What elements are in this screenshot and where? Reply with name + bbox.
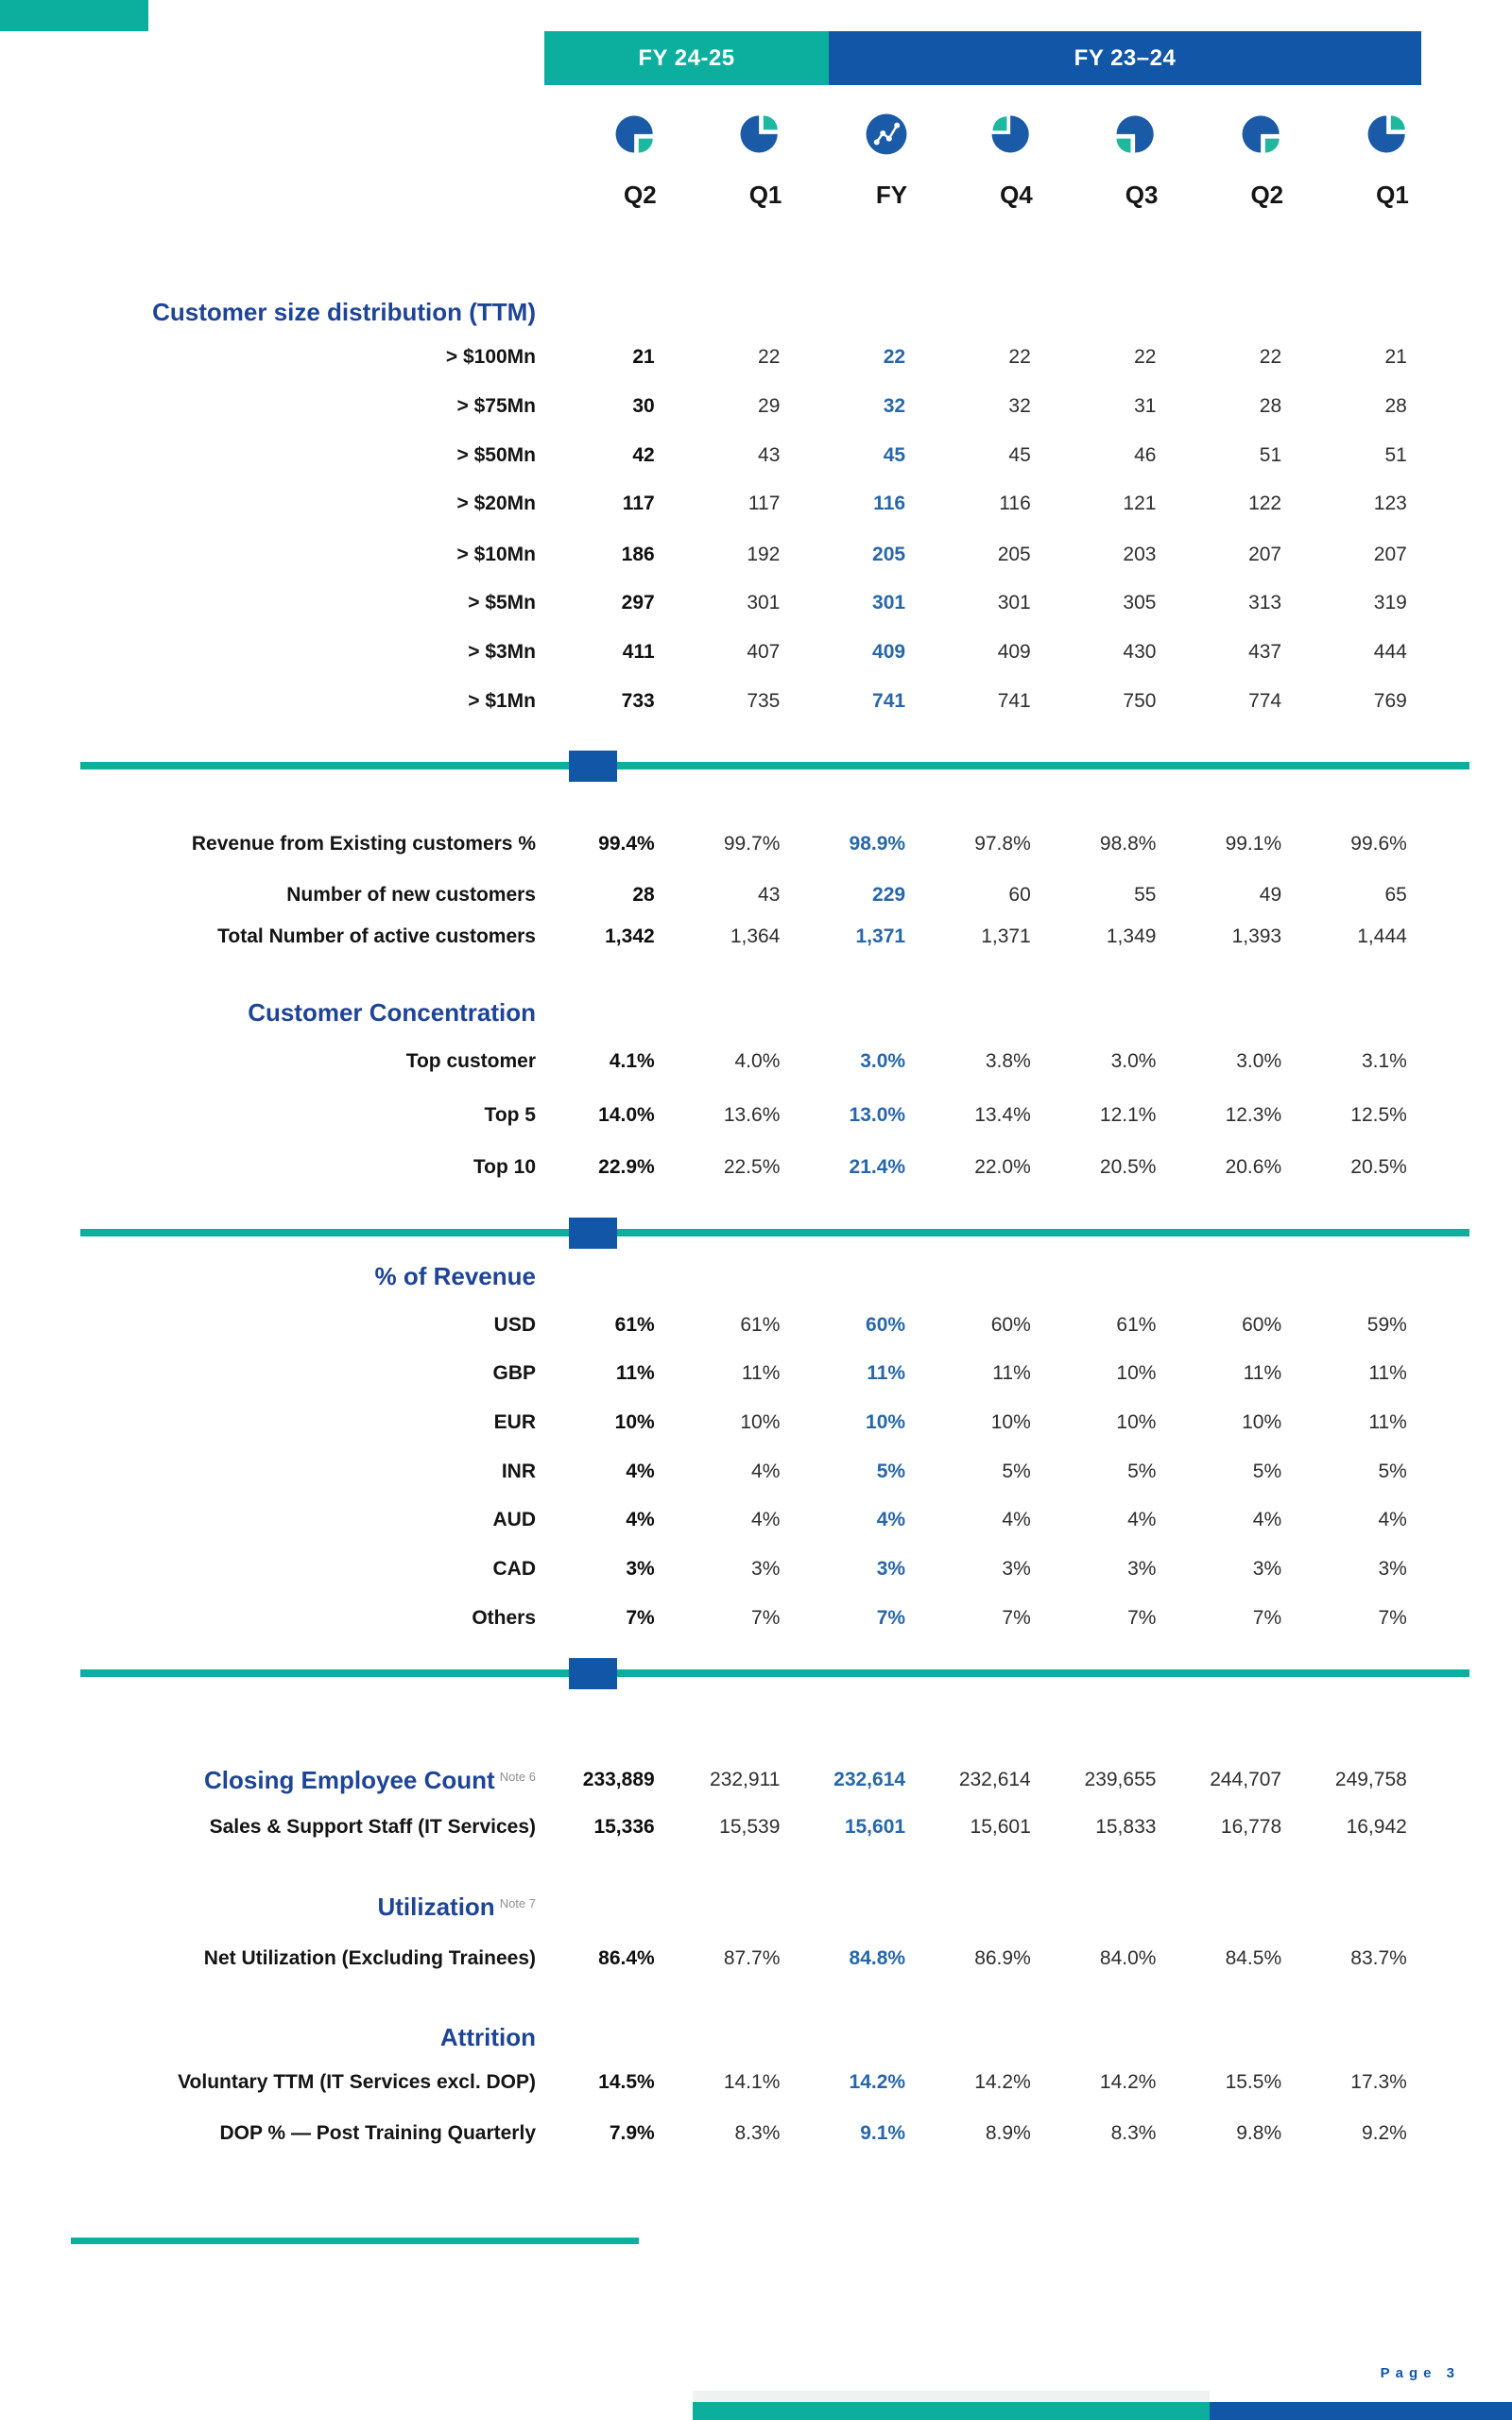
cell-value: 239,655 bbox=[1084, 1769, 1157, 1790]
cell-value: 5% bbox=[1127, 1461, 1157, 1482]
cell-value: 5% bbox=[876, 1461, 906, 1482]
table-row bbox=[0, 1355, 1422, 1392]
cell-value: 7% bbox=[1378, 1607, 1407, 1629]
cell-value: 13.0% bbox=[849, 1104, 906, 1126]
section-divider-marker bbox=[569, 751, 617, 782]
table-row bbox=[0, 388, 1422, 425]
row-label: GBP bbox=[492, 1362, 536, 1384]
cell-value: 8.3% bbox=[734, 2122, 781, 2144]
cell-value: 741 bbox=[997, 690, 1031, 712]
cell-value: 7.9% bbox=[609, 2122, 655, 2144]
cell-value: 10% bbox=[990, 1411, 1031, 1433]
quarter-labels-row bbox=[0, 176, 1422, 214]
cell-value: 116 bbox=[873, 493, 906, 514]
cell-value: 99.4% bbox=[598, 833, 655, 855]
cell-value: 22 bbox=[1259, 346, 1282, 368]
cell-value: 11% bbox=[1243, 1362, 1282, 1384]
table-row bbox=[0, 1550, 1422, 1588]
cell-value: 21 bbox=[1384, 346, 1407, 368]
cell-value: 407 bbox=[747, 641, 781, 663]
row-label: > $3Mn bbox=[468, 641, 536, 663]
cell-value: 3.0% bbox=[1236, 1050, 1282, 1072]
cell-value: 3% bbox=[1378, 1558, 1407, 1580]
cell-value: 409 bbox=[997, 641, 1031, 663]
cell-value: 60% bbox=[866, 1314, 906, 1336]
cell-value: 7% bbox=[1127, 1607, 1157, 1629]
table-row bbox=[0, 2064, 1422, 2101]
cell-value: 13.6% bbox=[723, 1104, 781, 1126]
cell-value: 750 bbox=[1123, 690, 1157, 712]
section-heading-row bbox=[0, 293, 1422, 331]
section-heading: Attrition bbox=[439, 2022, 536, 2051]
table-row bbox=[0, 825, 1422, 863]
cell-value: 11% bbox=[741, 1362, 781, 1384]
cell-value: 14.1% bbox=[723, 2071, 781, 2093]
cell-value: 61% bbox=[1116, 1314, 1157, 1336]
table-row bbox=[0, 1097, 1422, 1134]
table-row bbox=[0, 338, 1422, 376]
cell-value: 60% bbox=[990, 1314, 1031, 1336]
cell-value: 1,364 bbox=[730, 925, 781, 947]
cell-value: 4.0% bbox=[734, 1050, 781, 1072]
cell-value: 3.8% bbox=[985, 1050, 1031, 1072]
section-divider-marker bbox=[569, 1658, 617, 1689]
cell-value: 437 bbox=[1248, 641, 1282, 663]
cell-value: 99.1% bbox=[1225, 833, 1282, 855]
table-row bbox=[0, 536, 1422, 574]
cell-value: 28 bbox=[1259, 395, 1282, 417]
row-label: INR bbox=[501, 1461, 536, 1482]
section-divider-line bbox=[80, 1669, 1469, 1677]
pie-q2-icon bbox=[544, 107, 670, 160]
cell-value: 305 bbox=[1123, 592, 1157, 614]
cell-value: 3.0% bbox=[1110, 1050, 1157, 1072]
row-label: Top 10 bbox=[472, 1156, 536, 1178]
pie-q2-icon bbox=[1171, 107, 1297, 160]
section-heading-row bbox=[0, 1257, 1422, 1295]
cell-value: 43 bbox=[758, 444, 781, 466]
bottom-blue-bar bbox=[1210, 2402, 1512, 2420]
row-label: > $75Mn bbox=[456, 395, 536, 417]
cell-value: 313 bbox=[1248, 592, 1282, 614]
cell-value: 3% bbox=[1127, 1558, 1157, 1580]
cell-value: 232,614 bbox=[833, 1769, 906, 1790]
cell-value: 20.5% bbox=[1099, 1156, 1157, 1178]
cell-value: 83.7% bbox=[1350, 1947, 1407, 1969]
cell-value: 12.1% bbox=[1099, 1104, 1157, 1126]
fiscal-year-group-fy2324 bbox=[829, 31, 1421, 85]
page-number: Page 3 bbox=[1380, 2365, 1460, 2381]
cell-value: 20.5% bbox=[1350, 1156, 1407, 1178]
cell-value: 5% bbox=[1002, 1461, 1031, 1482]
cell-value: 205 bbox=[997, 544, 1031, 565]
cell-value: 11% bbox=[615, 1362, 655, 1384]
cell-value: 122 bbox=[1248, 493, 1282, 514]
cell-value: 205 bbox=[872, 544, 906, 565]
cell-value: 14.2% bbox=[1099, 2071, 1157, 2093]
cell-value: 409 bbox=[872, 641, 906, 663]
row-label: > $100Mn bbox=[445, 346, 536, 368]
cell-value: 1,371 bbox=[981, 925, 1031, 947]
pie-q4-icon bbox=[920, 107, 1046, 160]
column-label-q3: Q3 bbox=[1125, 180, 1159, 209]
cell-value: 42 bbox=[632, 444, 655, 466]
cell-value: 65 bbox=[1384, 884, 1407, 906]
cell-value: 121 bbox=[1123, 493, 1157, 514]
cell-value: 186 bbox=[621, 544, 655, 565]
table-row bbox=[0, 1808, 1422, 1846]
cell-value: 3% bbox=[876, 1558, 906, 1580]
section-heading-row bbox=[0, 2018, 1422, 2056]
cell-value: 7% bbox=[626, 1607, 655, 1629]
section-heading: Customer Concentration bbox=[248, 997, 536, 1027]
table-row bbox=[0, 1149, 1422, 1186]
pie-q3-icon bbox=[1046, 107, 1172, 160]
cell-value: 319 bbox=[1373, 592, 1407, 614]
cell-value: 3% bbox=[626, 1558, 655, 1580]
cell-value: 84.5% bbox=[1225, 1947, 1282, 1969]
cell-value: 13.4% bbox=[974, 1104, 1031, 1126]
row-label: DOP % — Post Training Quarterly bbox=[219, 2122, 536, 2144]
cell-value: 30 bbox=[632, 395, 655, 417]
cell-value: 84.8% bbox=[849, 1947, 906, 1969]
row-label: EUR bbox=[493, 1411, 536, 1433]
row-label: Top 5 bbox=[484, 1104, 536, 1126]
bottom-shadow-strip bbox=[693, 2391, 1210, 2402]
cell-value: 7% bbox=[876, 1607, 906, 1629]
cell-value: 1,349 bbox=[1106, 925, 1157, 947]
cell-value: 12.5% bbox=[1350, 1104, 1407, 1126]
quarter-icons-row bbox=[0, 104, 1422, 163]
cell-value: 22 bbox=[1008, 346, 1031, 368]
table-row bbox=[0, 1043, 1422, 1080]
section-divider-line bbox=[80, 762, 1469, 769]
row-label: Total Number of active customers bbox=[217, 925, 536, 947]
cell-value: 444 bbox=[1373, 641, 1407, 663]
cell-value: 60 bbox=[1008, 884, 1031, 906]
table-row bbox=[0, 485, 1422, 523]
cell-value: 43 bbox=[758, 884, 781, 906]
cell-value: 4% bbox=[876, 1509, 906, 1530]
cell-value: 59% bbox=[1366, 1314, 1407, 1336]
row-label: > $50Mn bbox=[456, 444, 536, 466]
row-label: > $1Mn bbox=[468, 690, 536, 712]
cell-value: 232,614 bbox=[958, 1769, 1031, 1790]
cell-value: 28 bbox=[1384, 395, 1407, 417]
cell-value: 31 bbox=[1134, 395, 1157, 417]
cell-value: 22.0% bbox=[974, 1156, 1031, 1178]
cell-value: 10% bbox=[1242, 1411, 1282, 1433]
cell-value: 9.8% bbox=[1236, 2122, 1282, 2144]
fiscal-year-group-fy2425 bbox=[544, 31, 829, 85]
section-heading: Customer size distribution (TTM) bbox=[152, 297, 536, 326]
cell-value: 207 bbox=[1373, 544, 1407, 565]
column-label-q2: Q2 bbox=[624, 180, 657, 209]
cell-value: 28 bbox=[632, 884, 655, 906]
column-label-q4: Q4 bbox=[1000, 180, 1033, 209]
cell-value: 10% bbox=[740, 1411, 781, 1433]
cell-value: 774 bbox=[1248, 690, 1282, 712]
cell-value: 4% bbox=[626, 1509, 655, 1530]
cell-value: 99.6% bbox=[1350, 833, 1407, 855]
cell-value: 733 bbox=[621, 690, 655, 712]
bottom-teal-bar bbox=[693, 2402, 1210, 2420]
cell-value: 14.5% bbox=[598, 2071, 655, 2093]
cell-value: 29 bbox=[758, 395, 781, 417]
cell-value: 9.1% bbox=[860, 2122, 906, 2144]
cell-value: 15,336 bbox=[593, 1816, 655, 1838]
cell-value: 741 bbox=[872, 690, 906, 712]
row-label: Sales & Support Staff (IT Services) bbox=[209, 1816, 536, 1838]
cell-value: 10% bbox=[1116, 1362, 1157, 1384]
cell-value: 232,911 bbox=[710, 1769, 781, 1790]
cell-value: 22.9% bbox=[598, 1156, 655, 1178]
table-row bbox=[0, 437, 1422, 475]
cell-value: 45 bbox=[883, 444, 906, 466]
cell-value: 20.6% bbox=[1225, 1156, 1282, 1178]
cell-value: 46 bbox=[1134, 444, 1157, 466]
cell-value: 7% bbox=[1252, 1607, 1282, 1629]
section-heading-row bbox=[0, 994, 1422, 1031]
pie-q1-icon bbox=[1297, 107, 1422, 160]
cell-value: 10% bbox=[1116, 1411, 1157, 1433]
cell-value: 301 bbox=[872, 592, 906, 614]
table-row bbox=[0, 2115, 1422, 2152]
section-heading-row bbox=[0, 1761, 1422, 1799]
cell-value: 7% bbox=[1002, 1607, 1031, 1629]
cell-value: 229 bbox=[872, 884, 906, 906]
cell-value: 735 bbox=[747, 690, 781, 712]
cell-value: 3.1% bbox=[1361, 1050, 1407, 1072]
cell-value: 98.9% bbox=[849, 833, 906, 855]
cell-value: 22.5% bbox=[723, 1156, 781, 1178]
section-heading: Utilization $^{Note 7}$ bbox=[377, 1892, 536, 1921]
cell-value: 301 bbox=[747, 592, 781, 614]
cell-value: 233,889 bbox=[582, 1769, 655, 1790]
cell-value: 97.8% bbox=[974, 833, 1031, 855]
cell-value: 8.9% bbox=[985, 2122, 1031, 2144]
cell-value: 61% bbox=[614, 1314, 655, 1336]
cell-value: 61% bbox=[740, 1314, 781, 1336]
cell-value: 297 bbox=[621, 592, 655, 614]
row-label: Number of new customers bbox=[286, 884, 536, 906]
cell-value: 51 bbox=[1384, 444, 1407, 466]
cell-value: 21.4% bbox=[849, 1156, 906, 1178]
cell-value: 84.0% bbox=[1099, 1947, 1157, 1969]
cell-value: 411 bbox=[622, 641, 655, 663]
cell-value: 86.4% bbox=[598, 1947, 655, 1969]
table-row bbox=[0, 683, 1422, 720]
cell-value: 14.0% bbox=[598, 1104, 655, 1126]
section-divider-marker bbox=[569, 1218, 617, 1249]
table-row bbox=[0, 1404, 1422, 1442]
cell-value: 207 bbox=[1248, 544, 1282, 565]
table-row bbox=[0, 1306, 1422, 1344]
cell-value: 51 bbox=[1259, 444, 1282, 466]
table-row bbox=[0, 876, 1422, 914]
top-left-accent-bar bbox=[0, 0, 148, 31]
cell-value: 249,758 bbox=[1334, 1769, 1407, 1790]
line-chart-icon bbox=[795, 107, 920, 160]
cell-value: 32 bbox=[883, 395, 906, 417]
pie-q1-icon bbox=[670, 107, 796, 160]
row-label: Others bbox=[472, 1607, 536, 1629]
row-label: Top customer bbox=[405, 1050, 536, 1072]
cell-value: 5% bbox=[1252, 1461, 1282, 1482]
cell-value: 7% bbox=[751, 1607, 781, 1629]
table-row bbox=[0, 1501, 1422, 1539]
row-label: Voluntary TTM (IT Services excl. DOP) bbox=[178, 2071, 536, 2093]
cell-value: 244,707 bbox=[1210, 1769, 1282, 1790]
row-label: CAD bbox=[492, 1558, 536, 1580]
cell-value: 4% bbox=[626, 1461, 655, 1482]
fy2324-label: FY 23–24 bbox=[1074, 44, 1177, 71]
cell-value: 60% bbox=[1242, 1314, 1282, 1336]
cell-value: 4% bbox=[1252, 1509, 1282, 1530]
cell-value: 10% bbox=[866, 1411, 906, 1433]
row-label: Net Utilization (Excluding Trainees) bbox=[203, 1947, 536, 1969]
cell-value: 12.3% bbox=[1225, 1104, 1282, 1126]
section-heading: % of Revenue bbox=[374, 1261, 536, 1290]
table-row bbox=[0, 584, 1422, 622]
table-row bbox=[0, 1453, 1422, 1491]
cell-value: 4% bbox=[1002, 1509, 1031, 1530]
table-row bbox=[0, 633, 1422, 671]
cell-value: 301 bbox=[997, 592, 1031, 614]
cell-value: 86.9% bbox=[974, 1947, 1031, 1969]
cell-value: 4% bbox=[1127, 1509, 1157, 1530]
section-heading-row bbox=[0, 1888, 1422, 1926]
footer-accent-line bbox=[71, 2238, 639, 2244]
cell-value: 14.2% bbox=[974, 2071, 1031, 2093]
cell-value: 4.1% bbox=[609, 1050, 655, 1072]
row-label: > $20Mn bbox=[456, 493, 536, 514]
cell-value: 1,444 bbox=[1357, 925, 1407, 947]
cell-value: 11% bbox=[992, 1362, 1031, 1384]
cell-value: 3% bbox=[751, 1558, 781, 1580]
cell-value: 8.3% bbox=[1110, 2122, 1157, 2144]
column-label-fy: FY bbox=[875, 180, 908, 209]
cell-value: 117 bbox=[622, 493, 655, 514]
row-label: Revenue from Existing customers % bbox=[191, 833, 536, 855]
cell-value: 87.7% bbox=[723, 1947, 781, 1969]
cell-value: 15,601 bbox=[970, 1816, 1031, 1838]
cell-value: 55 bbox=[1134, 884, 1157, 906]
cell-value: 1,371 bbox=[855, 925, 906, 947]
cell-value: 11% bbox=[1368, 1362, 1407, 1384]
cell-value: 430 bbox=[1123, 641, 1157, 663]
cell-value: 15,601 bbox=[844, 1816, 906, 1838]
table-row bbox=[0, 1599, 1422, 1637]
cell-value: 5% bbox=[1378, 1461, 1407, 1482]
cell-value: 15,833 bbox=[1095, 1816, 1157, 1838]
footnote-reference: Note 7 bbox=[499, 1895, 536, 1910]
table-row bbox=[0, 918, 1422, 956]
cell-value: 22 bbox=[883, 346, 906, 368]
cell-value: 32 bbox=[1008, 395, 1031, 417]
cell-value: 49 bbox=[1259, 884, 1282, 906]
cell-value: 22 bbox=[1134, 346, 1157, 368]
cell-value: 11% bbox=[867, 1362, 906, 1384]
column-label-q1: Q1 bbox=[1376, 180, 1409, 209]
cell-value: 203 bbox=[1123, 544, 1157, 565]
row-label: > $10Mn bbox=[456, 544, 536, 565]
cell-value: 22 bbox=[758, 346, 781, 368]
cell-value: 15,539 bbox=[719, 1816, 781, 1838]
cell-value: 4% bbox=[751, 1461, 781, 1482]
footnote-reference: Note 6 bbox=[499, 1769, 536, 1784]
cell-value: 3% bbox=[1002, 1558, 1031, 1580]
cell-value: 15.5% bbox=[1225, 2071, 1282, 2093]
column-label-q2: Q2 bbox=[1250, 180, 1284, 209]
cell-value: 769 bbox=[1373, 690, 1407, 712]
cell-value: 192 bbox=[747, 544, 781, 565]
row-label: AUD bbox=[492, 1509, 536, 1530]
cell-value: 45 bbox=[1008, 444, 1031, 466]
cell-value: 21 bbox=[632, 346, 655, 368]
table-row bbox=[0, 1940, 1422, 1978]
cell-value: 10% bbox=[614, 1411, 655, 1433]
cell-value: 3% bbox=[1252, 1558, 1282, 1580]
row-label: USD bbox=[493, 1314, 536, 1336]
cell-value: 99.7% bbox=[723, 833, 781, 855]
cell-value: 14.2% bbox=[849, 2071, 906, 2093]
cell-value: 9.2% bbox=[1361, 2122, 1407, 2144]
row-label: > $5Mn bbox=[468, 592, 536, 614]
section-divider-line bbox=[80, 1229, 1469, 1236]
section-heading: Closing Employee Count $^{Note 6}$ bbox=[204, 1765, 536, 1794]
cell-value: 4% bbox=[751, 1509, 781, 1530]
cell-value: 117 bbox=[747, 493, 781, 514]
cell-value: 11% bbox=[1368, 1411, 1407, 1433]
cell-value: 16,778 bbox=[1220, 1816, 1282, 1838]
cell-value: 4% bbox=[1378, 1509, 1407, 1530]
cell-value: 116 bbox=[999, 493, 1031, 514]
column-label-q1: Q1 bbox=[748, 180, 782, 209]
cell-value: 17.3% bbox=[1350, 2071, 1407, 2093]
cell-value: 123 bbox=[1373, 493, 1407, 514]
cell-value: 16,942 bbox=[1346, 1816, 1407, 1838]
cell-value: 98.8% bbox=[1099, 833, 1157, 855]
cell-value: 1,342 bbox=[605, 925, 655, 947]
cell-value: 3.0% bbox=[860, 1050, 906, 1072]
fy2425-label: FY 24-25 bbox=[638, 44, 735, 71]
cell-value: 1,393 bbox=[1231, 925, 1282, 947]
